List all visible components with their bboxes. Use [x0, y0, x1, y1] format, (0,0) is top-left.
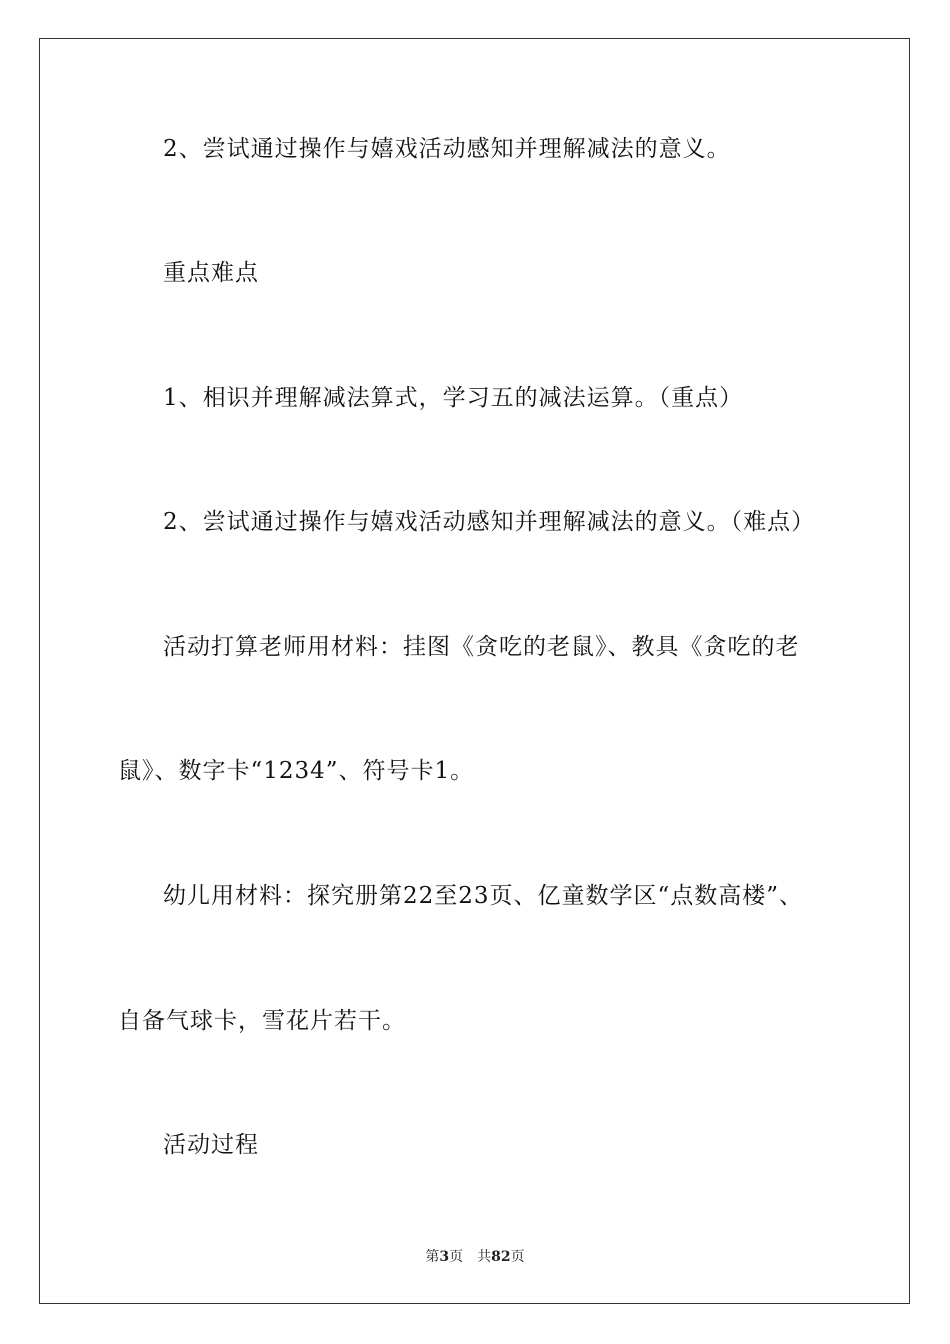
- paragraph-teacher-materials-cont: 鼠》、数字卡“1234”、符号卡1。: [118, 758, 475, 784]
- paragraph-teacher-materials: 活动打算老师用材料：挂图《贪吃的老鼠》、教具《贪吃的老: [163, 634, 800, 660]
- paragraph-objective-2: 2、尝试通过操作与嬉戏活动感知并理解减法的意义。: [163, 136, 731, 162]
- footer-total-pages: 82: [491, 1249, 511, 1265]
- paragraph-child-materials-cont: 自备气球卡，雪花片若干。: [118, 1008, 406, 1034]
- footer-page-suffix: 页: [449, 1249, 464, 1265]
- footer-page-prefix: 第: [425, 1249, 440, 1265]
- paragraph-key-point-1: 1、相识并理解减法算式，学习五的减法运算。（重点）: [163, 385, 744, 411]
- heading-activity-process: 活动过程: [163, 1132, 259, 1158]
- paragraph-difficult-point-2: 2、尝试通过操作与嬉戏活动感知并理解减法的意义。（难点）: [163, 509, 816, 535]
- paragraph-child-materials: 幼儿用材料：探究册第22至23页、亿童数学区“点数高楼”、: [163, 883, 804, 909]
- page-footer: [0, 1248, 950, 1266]
- footer-total-prefix: 共: [477, 1249, 492, 1265]
- heading-key-difficult-points: 重点难点: [163, 260, 259, 286]
- footer-total-suffix: 页: [510, 1249, 525, 1265]
- page-border: [39, 38, 910, 1304]
- footer-page-number: 3: [439, 1249, 450, 1265]
